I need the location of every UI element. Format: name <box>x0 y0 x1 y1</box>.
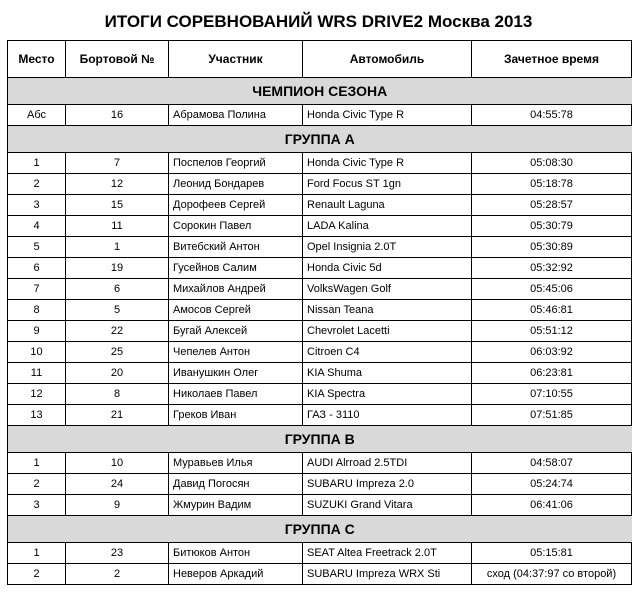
car-cell: SUBARU Impreza 2.0 <box>303 474 472 495</box>
number-cell: 2 <box>66 564 169 585</box>
place-cell: 4 <box>8 216 66 237</box>
time-cell: 06:41:06 <box>472 495 632 516</box>
driver-cell: Михайлов Андрей <box>169 279 303 300</box>
header-number: Бортовой № <box>66 41 169 78</box>
section-group-b-header <box>8 426 632 453</box>
driver-cell: Давид Погосян <box>169 474 303 495</box>
section-group-c-header <box>8 516 632 543</box>
car-cell: KIA Shuma <box>303 363 472 384</box>
number-cell: 24 <box>66 474 169 495</box>
table-row <box>8 105 632 126</box>
car-cell: LADA Kalina <box>303 216 472 237</box>
number-cell: 6 <box>66 279 169 300</box>
place-cell: 12 <box>8 384 66 405</box>
car-cell: KIA Spectra <box>303 384 472 405</box>
time-cell: 05:51:12 <box>472 321 632 342</box>
number-cell: 21 <box>66 405 169 426</box>
time-cell: 05:08:30 <box>472 153 632 174</box>
car-cell: Honda Civic Type R <box>303 105 472 126</box>
results-body <box>8 78 632 585</box>
driver-cell: Жмурин Вадим <box>169 495 303 516</box>
time-cell: 05:30:89 <box>472 237 632 258</box>
time-cell: 06:03:92 <box>472 342 632 363</box>
number-cell: 7 <box>66 153 169 174</box>
number-cell: 1 <box>66 237 169 258</box>
car-cell: Honda Civic 5d <box>303 258 472 279</box>
number-cell: 9 <box>66 495 169 516</box>
car-cell: SUZUKI Grand Vitara <box>303 495 472 516</box>
car-cell: SEAT Altea Freetrack 2.0T <box>303 543 472 564</box>
time-cell: 07:10:55 <box>472 384 632 405</box>
place-cell: 8 <box>8 300 66 321</box>
number-cell: 20 <box>66 363 169 384</box>
time-cell: 05:46:81 <box>472 300 632 321</box>
table-row <box>8 384 632 405</box>
driver-cell: Неверов Аркадий <box>169 564 303 585</box>
number-cell: 19 <box>66 258 169 279</box>
time-cell: 05:32:92 <box>472 258 632 279</box>
place-cell: Абс <box>8 105 66 126</box>
car-cell: ГАЗ - 3110 <box>303 405 472 426</box>
section-group-a-title: ГРУППА А <box>8 126 632 153</box>
car-cell: VolksWagen Golf <box>303 279 472 300</box>
time-cell: 04:58:07 <box>472 453 632 474</box>
page-title: ИТОГИ СОРЕВНОВАНИЙ WRS DRIVE2 Москва 2013 <box>104 12 533 31</box>
section-group-a-header <box>8 126 632 153</box>
driver-cell: Абрамова Полина <box>169 105 303 126</box>
section-group-c-title: ГРУППА С <box>8 516 632 543</box>
table-row <box>8 237 632 258</box>
driver-cell: Битюков Антон <box>169 543 303 564</box>
driver-cell: Греков Иван <box>169 405 303 426</box>
place-cell: 7 <box>8 279 66 300</box>
table-row <box>8 279 632 300</box>
car-cell: Nissan Teana <box>303 300 472 321</box>
driver-cell: Леонид Бондарев <box>169 174 303 195</box>
table-row <box>8 363 632 384</box>
driver-cell: Амосов Сергей <box>169 300 303 321</box>
time-cell: 05:28:57 <box>472 195 632 216</box>
number-cell: 15 <box>66 195 169 216</box>
place-cell: 2 <box>8 474 66 495</box>
number-cell: 23 <box>66 543 169 564</box>
car-cell: Opel Insignia 2.0T <box>303 237 472 258</box>
place-cell: 11 <box>8 363 66 384</box>
table-row <box>8 174 632 195</box>
number-cell: 25 <box>66 342 169 363</box>
table-row <box>8 195 632 216</box>
table-row <box>8 564 632 585</box>
driver-cell: Бугай Алексей <box>169 321 303 342</box>
time-cell: 05:15:81 <box>472 543 632 564</box>
car-cell: Ford Focus ST 1gn <box>303 174 472 195</box>
table-row <box>8 495 632 516</box>
driver-cell: Николаев Павел <box>169 384 303 405</box>
time-cell: 05:45:06 <box>472 279 632 300</box>
place-cell: 6 <box>8 258 66 279</box>
number-cell: 22 <box>66 321 169 342</box>
header-car: Автомобиль <box>303 41 472 78</box>
place-cell: 1 <box>8 153 66 174</box>
place-cell: 1 <box>8 453 66 474</box>
time-cell: 06:23:81 <box>472 363 632 384</box>
time-cell: 07:51:85 <box>472 405 632 426</box>
table-row <box>8 543 632 564</box>
car-cell: AUDI Alrroad 2.5TDI <box>303 453 472 474</box>
place-cell: 2 <box>8 564 66 585</box>
car-cell: Citroen C4 <box>303 342 472 363</box>
header-time: Зачетное время <box>472 41 632 78</box>
place-cell: 1 <box>8 543 66 564</box>
table-row <box>8 342 632 363</box>
header-place: Место <box>8 41 66 78</box>
driver-cell: Чепелев Антон <box>169 342 303 363</box>
place-cell: 2 <box>8 174 66 195</box>
car-cell: Chevrolet Lacetti <box>303 321 472 342</box>
driver-cell: Сорокин Павел <box>169 216 303 237</box>
number-cell: 8 <box>66 384 169 405</box>
driver-cell: Поспелов Георгий <box>169 153 303 174</box>
table-row <box>8 453 632 474</box>
time-cell: сход (04:37:97 со второй) <box>472 564 632 585</box>
table-row <box>8 300 632 321</box>
time-cell: 05:18:78 <box>472 174 632 195</box>
section-group-b-title: ГРУППА В <box>8 426 632 453</box>
number-cell: 16 <box>66 105 169 126</box>
time-cell: 05:24:74 <box>472 474 632 495</box>
time-cell: 04:55:78 <box>472 105 632 126</box>
driver-cell: Дорофеев Сергей <box>169 195 303 216</box>
table-row <box>8 321 632 342</box>
header-driver: Участник <box>169 41 303 78</box>
driver-cell: Витебский Антон <box>169 237 303 258</box>
table-row <box>8 258 632 279</box>
time-cell: 05:30:79 <box>472 216 632 237</box>
car-cell: Renault Laguna <box>303 195 472 216</box>
section-champion-title: ЧЕМПИОН СЕЗОНА <box>8 78 632 105</box>
place-cell: 3 <box>8 195 66 216</box>
driver-cell: Иванушкин Олег <box>169 363 303 384</box>
number-cell: 12 <box>66 174 169 195</box>
place-cell: 10 <box>8 342 66 363</box>
table-row <box>8 216 632 237</box>
table-row <box>8 405 632 426</box>
number-cell: 11 <box>66 216 169 237</box>
table-row <box>8 474 632 495</box>
driver-cell: Муравьев Илья <box>169 453 303 474</box>
results-table <box>7 40 632 585</box>
place-cell: 3 <box>8 495 66 516</box>
place-cell: 13 <box>8 405 66 426</box>
section-champion-header <box>8 78 632 105</box>
car-cell: SUBARU Impreza WRX Sti <box>303 564 472 585</box>
header-row <box>8 41 632 78</box>
number-cell: 10 <box>66 453 169 474</box>
place-cell: 5 <box>8 237 66 258</box>
number-cell: 5 <box>66 300 169 321</box>
place-cell: 9 <box>8 321 66 342</box>
table-row <box>8 153 632 174</box>
driver-cell: Гусейнов Салим <box>169 258 303 279</box>
car-cell: Honda Civic Type R <box>303 153 472 174</box>
